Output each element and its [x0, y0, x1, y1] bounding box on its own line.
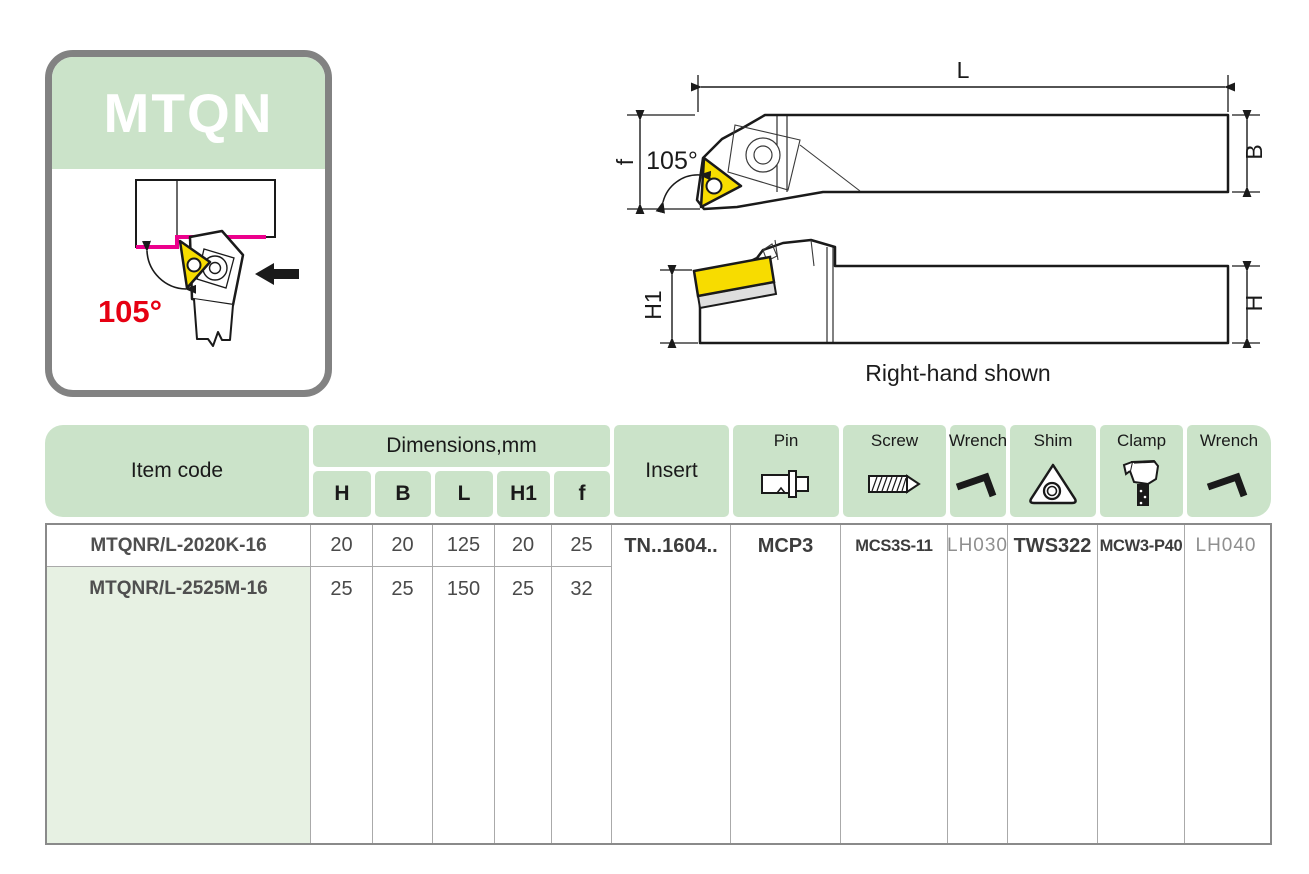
holder-shank	[194, 299, 233, 346]
dim-label-L: L	[956, 57, 970, 83]
dim-label-H1: H1	[640, 290, 666, 320]
insert-hole	[188, 259, 201, 272]
feed-direction-arrow	[255, 263, 299, 285]
cell-empty	[841, 567, 948, 611]
cell-screw: MCS3S-11	[841, 525, 948, 567]
side-view	[640, 240, 1267, 343]
cell-filler	[433, 611, 495, 843]
table-body	[45, 523, 1272, 845]
holder-side-outline	[700, 240, 1228, 343]
cell-empty	[1008, 567, 1098, 611]
header-col-L: L	[435, 471, 493, 517]
cell-filler	[612, 611, 731, 843]
series-title: MTQN	[103, 82, 274, 144]
cell-filler	[495, 611, 552, 843]
header-col-f: f	[554, 471, 610, 517]
cell-pin: MCP3	[731, 525, 841, 567]
header-shim: Shim	[1010, 425, 1096, 517]
cell-wrench-2: LH040	[1185, 525, 1267, 567]
header-wrench-1: Wrench	[950, 425, 1006, 517]
cell-L: 150	[433, 567, 495, 611]
cell-filler	[731, 611, 841, 843]
cell-filler	[373, 611, 433, 843]
dim-label-B: B	[1241, 144, 1267, 160]
cell-B: 25	[373, 567, 433, 611]
header-screw: Screw	[843, 425, 946, 517]
cell-empty	[948, 567, 1008, 611]
header-wrench-2: Wrench	[1187, 425, 1271, 517]
application-drawing	[52, 169, 325, 390]
cell-empty	[731, 567, 841, 611]
cell-B: 20	[373, 525, 433, 567]
cell-insert: TN..1604..	[612, 525, 731, 567]
cell-filler	[841, 611, 948, 843]
header-dimensions-group	[311, 425, 612, 517]
cell-filler	[1008, 611, 1098, 843]
series-badge-box	[45, 50, 332, 397]
header-insert: Insert	[614, 425, 729, 517]
cell-H: 20	[311, 525, 373, 567]
table-header	[45, 425, 1272, 517]
cell-wrench-1: LH030	[948, 525, 1008, 567]
wrench-icon	[950, 451, 1006, 517]
header-col-B: B	[375, 471, 431, 517]
angle-label: 105°	[97, 294, 163, 329]
cell-f: 25	[552, 525, 612, 567]
screw-icon	[843, 451, 946, 517]
angle-arc	[147, 251, 186, 289]
cell-H: 25	[311, 567, 373, 611]
cell-filler	[1185, 611, 1267, 843]
header-clamp: Clamp	[1100, 425, 1183, 517]
shim-icon	[1010, 451, 1096, 517]
pin-icon	[733, 451, 839, 517]
header-col-H: H	[313, 471, 371, 517]
cell-filler	[948, 611, 1008, 843]
cell-empty	[1185, 567, 1267, 611]
cell-H1: 25	[495, 567, 552, 611]
cell-shim: TWS322	[1008, 525, 1098, 567]
dim-label-f: f	[612, 158, 638, 166]
series-badge-header	[52, 57, 325, 169]
wrench-icon	[1187, 451, 1271, 517]
angle-label-top: 105°	[646, 147, 698, 175]
table-row-item-code: MTQNR/L-2525M-16	[47, 567, 311, 611]
clamp-icon	[1100, 451, 1183, 517]
cell-empty	[612, 567, 731, 611]
header-pin: Pin	[733, 425, 839, 517]
cell-empty	[1098, 567, 1185, 611]
cell-filler	[1098, 611, 1185, 843]
view-caption: Right-hand shown	[865, 360, 1051, 386]
cell-H1: 20	[495, 525, 552, 567]
header-item-code: Item code	[45, 425, 309, 517]
header-col-H1: H1	[497, 471, 550, 517]
angle-arc-top	[663, 175, 700, 202]
technical-drawing	[612, 50, 1304, 400]
cell-filler	[552, 611, 612, 843]
cell-f: 32	[552, 567, 612, 611]
cell-filler	[311, 611, 373, 843]
header-dimensions-label: Dimensions,mm	[313, 425, 610, 467]
top-view	[612, 57, 1267, 209]
cell-L: 125	[433, 525, 495, 567]
insert-hole-top	[707, 179, 722, 194]
table-row-item-code: MTQNR/L-2020K-16	[47, 525, 311, 567]
dim-label-H: H	[1241, 294, 1267, 312]
cell-filler	[47, 611, 311, 843]
cell-clamp: MCW3-P40	[1098, 525, 1185, 567]
